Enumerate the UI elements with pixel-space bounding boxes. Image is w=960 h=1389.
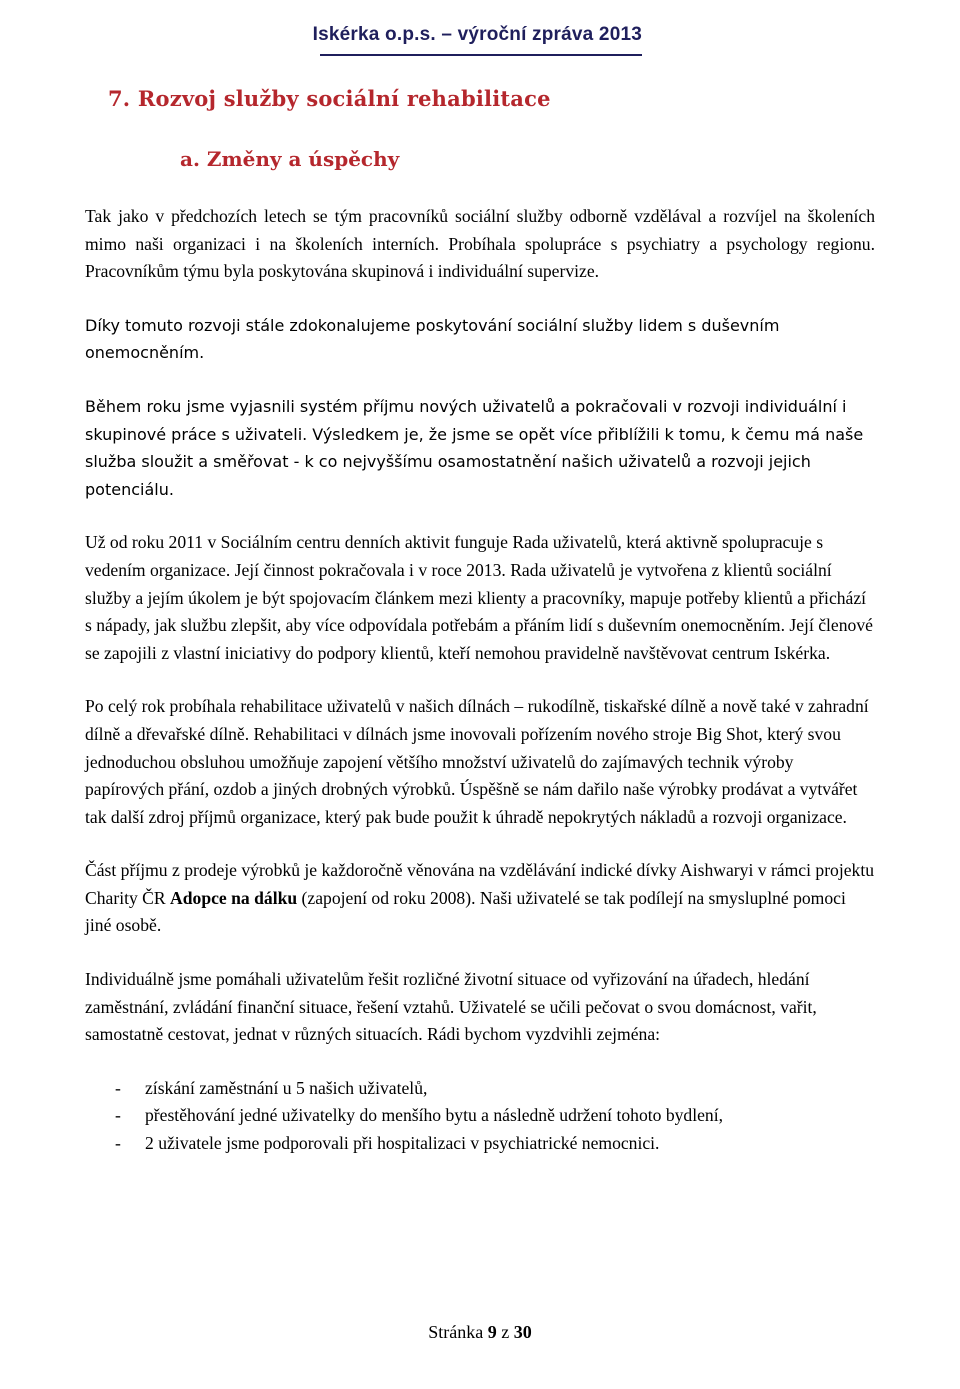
paragraph-1: Tak jako v předchozích letech se tým pracovníků sociální služby odborně vzdělával a rozvíjel na školeních mimo naši organizaci i na školeních interních. Probíhala spolupráce s psychiatry a psychology regionu. Pracovníkům týmu byla poskytována skupinová i individuální supervize. xyxy=(85,206,875,282)
paragraph-5: Po celý rok probíhala rehabilitace uživatelů v našich dílnách – rukodílně, tiskařské dílně a nově také v zahradní dílně a dřevařské dílně. Rehabilitaci v dílnách jsme inovovali pořízením nového stroje Big Shot, který svou jednoduchou obsluhou umožňuje zapojení většího množství uživatelů do zajímavých technik výroby papírových přání, ozdob a jiných drobných výrobků. Úspěšně se nám dařilo naše výrobky prodávat a vytvářet tak další zdroj příjmů organizace, který pak bude použit k úhradě nepokrytých nákladů a rozvoji organizace. xyxy=(85,696,869,827)
list-item xyxy=(85,1075,875,1103)
paragraph-6-start: Část příjmu z prodeje výrobků je každoročně věnována na vzdělávání indické dívky Aishwaryi v rámci projektu Charity ČR xyxy=(85,860,875,908)
list-dash: - xyxy=(115,1105,121,1126)
list-item xyxy=(85,1130,875,1158)
list-item-text: získání zaměstnání u 5 našich uživatelů, xyxy=(145,1077,428,1098)
list-item xyxy=(85,1102,875,1130)
list-item-text: 2 uživatele jsme podporovali při hospitalizaci v psychiatrické nemocnici. xyxy=(145,1133,660,1154)
list-item-text: přestěhování jedné uživatelky do menšího bytu a následně udržení tohoto bydlení, xyxy=(145,1105,723,1126)
section-heading: 7. Rozvoj služby sociální rehabilitace xyxy=(108,86,551,111)
subsection-heading: a. Změny a úspěchy xyxy=(180,147,400,171)
paragraph-4: Už od roku 2011 v Sociálním centru denních aktivit funguje Rada uživatelů, která aktivně spolupracuje s vedením organizace. Její činnost pokračovala i v roce 2013. Rada uživatelů je vytvořena z klientů sociální služby a jejím úkolem je být spojovacím článkem mezi klienty a pracovníky, mapuje potřeby klientů a přichází s nápady, jak službu zlepšit, aby více odpovídala potřebám a přáním lidí s duševním onemocněním. Její členové se zapojili z vlastní iniciativy do podpory klientů, kteří nemohou pravidelně navštěvovat centrum Iskérka. xyxy=(85,532,873,663)
paragraph-6-end: (zapojení od roku 2008). Naši uživatelé se tak podílejí na smysluplné pomoci jiné osobě. xyxy=(85,887,846,936)
paragraph-6 xyxy=(85,857,875,940)
paragraph-3: Během roku jsme vyjasnili systém příjmu nových uživatelů a pokračovali v rozvoji individuální i skupinové práce s uživateli. Výsledkem je, že jsme se opět více přiblížili k tomu, k čemu má naše služba sloužit a směřovat - k co nejvyššímu osamostatnění našich uživatelů a rozvoji jejich potenciálu. xyxy=(85,396,864,499)
page-header xyxy=(0,24,960,46)
paragraph-2: Díky tomuto rozvoji stále zdokonalujeme poskytování sociální služby lidem s duševním onemocněním. xyxy=(85,315,780,363)
footer-total-pages: 30 xyxy=(513,1322,532,1342)
adopce-na-dalku-text: Adopce na dálku xyxy=(170,887,298,908)
list-dash: - xyxy=(115,1133,121,1154)
paragraph-7: Individuálně jsme pomáhali uživatelům řešit rozličné životní situace od vyřizování na úřadech, hledání zaměstnání, zvládání finanční situace, řešení vztahů. Uživatelé se učili pečovat o svou domácnost, vařit, samostatně cestovat, jednat v různých situacích. Rádi bychom vyzdvihli zejména: xyxy=(85,969,817,1045)
list-dash: - xyxy=(115,1077,121,1098)
header-underline xyxy=(320,54,642,56)
page-footer xyxy=(0,1322,960,1343)
body-text xyxy=(85,203,875,1158)
footer-of: z xyxy=(501,1322,510,1342)
footer-label: Stránka xyxy=(428,1322,484,1342)
footer-page-number: 9 xyxy=(487,1322,497,1342)
header-title: Iskérka o.p.s. – výroční zpráva 2013 xyxy=(312,24,642,45)
achievement-list xyxy=(85,1075,875,1158)
